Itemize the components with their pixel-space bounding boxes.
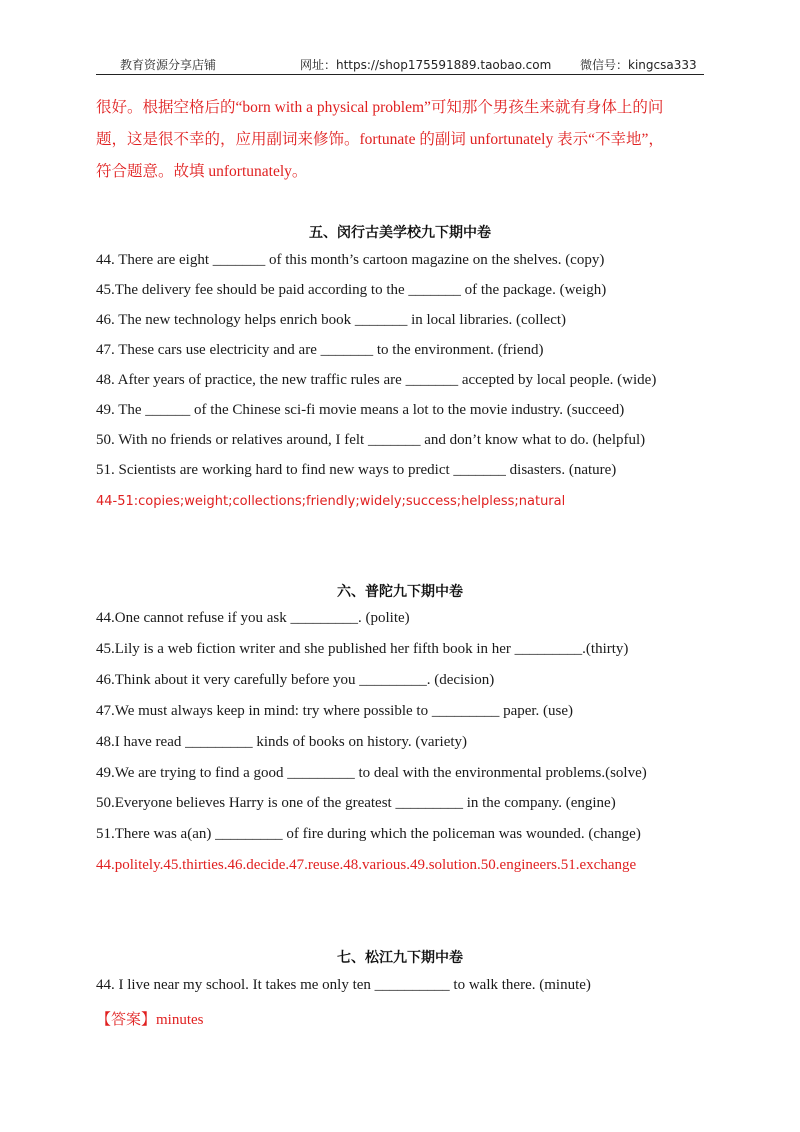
question-line: 44.One cannot refuse if you ask _________. (polite) xyxy=(96,610,410,626)
intro-explanation xyxy=(96,92,708,188)
question-line: 49. The ______ of the Chinese sci-fi movie means a lot to the movie industry. (succeed) xyxy=(96,402,625,418)
question-line: 50. With no friends or relatives around, I felt _______ and don’t know what to do. (helpful) xyxy=(96,432,646,448)
question-line: 51.There was a(an) _________ of fire during which the policeman was wounded. (change) xyxy=(96,826,641,842)
question-line: 49.We are trying to find a good _________ to deal with the environmental problems.(solve) xyxy=(96,765,647,781)
answer-key: 44-51:copies;weight;collections;friendly;widely;success;helpless;natural xyxy=(96,494,566,509)
question-line: 44. I live near my school. It takes me only ten __________ to walk there. (minute) xyxy=(96,977,591,993)
question-line: 44. There are eight _______ of this month’s cartoon magazine on the shelves. (copy) xyxy=(96,252,605,268)
page-header xyxy=(96,54,704,75)
section-title-5: 五、闵行古美学校九下期中卷 xyxy=(309,225,491,241)
header-shop-name: 教育资源分享店铺 xyxy=(120,58,217,72)
question-line: 51. Scientists are working hard to find new ways to predict _______ disasters. (nature) xyxy=(96,462,617,478)
intro-line: 符合题意。故填 unfortunately。 xyxy=(96,163,308,180)
question-line: 47. These cars use electricity and are _______ to the environment. (friend) xyxy=(96,342,544,358)
question-line: 48.I have read _________ kinds of books on history. (variety) xyxy=(96,734,468,750)
answer-key: 44.politely.45.thirties.46.decide.47.reuse.48.various.49.solution.50.engineers.51.exchange xyxy=(96,857,637,873)
answer-label: 【答案】 xyxy=(96,1012,157,1028)
answer-line xyxy=(96,1008,204,1029)
header-url: 网址：https://shop175591889.taobao.com xyxy=(300,58,552,72)
question-line: 46. The new technology helps enrich book _______ in local libraries. (collect) xyxy=(96,312,567,328)
question-line: 45.The delivery fee should be paid according to the _______ of the package. (weigh) xyxy=(96,282,607,298)
question-line: 45.Lily is a web fiction writer and she published her fifth book in her _________.(thirty) xyxy=(96,641,629,657)
header-wechat: 微信号：kingcsa333 xyxy=(580,58,697,72)
question-line: 50.Everyone believes Harry is one of the greatest _________ in the company. (engine) xyxy=(96,795,616,811)
section-title-6: 六、普陀九下期中卷 xyxy=(337,584,463,600)
intro-line: 很好。根据空格后的“born with a physical problem”可知那个男孩生来就有身体上的问 xyxy=(96,99,664,116)
section-title-7: 七、松江九下期中卷 xyxy=(337,950,463,966)
question-line: 47.We must always keep in mind: try where possible to _________ paper. (use) xyxy=(96,703,574,719)
question-line: 46.Think about it very carefully before you _________. (decision) xyxy=(96,672,495,688)
intro-line: 题，这是很不幸的，应用副词来修饰。fortunate 的副词 unfortunately 表示“不幸地”， xyxy=(96,131,664,148)
question-line: 48. After years of practice, the new traffic rules are _______ accepted by local people. (wide) xyxy=(96,372,657,388)
answer-value: minutes xyxy=(156,1012,204,1028)
